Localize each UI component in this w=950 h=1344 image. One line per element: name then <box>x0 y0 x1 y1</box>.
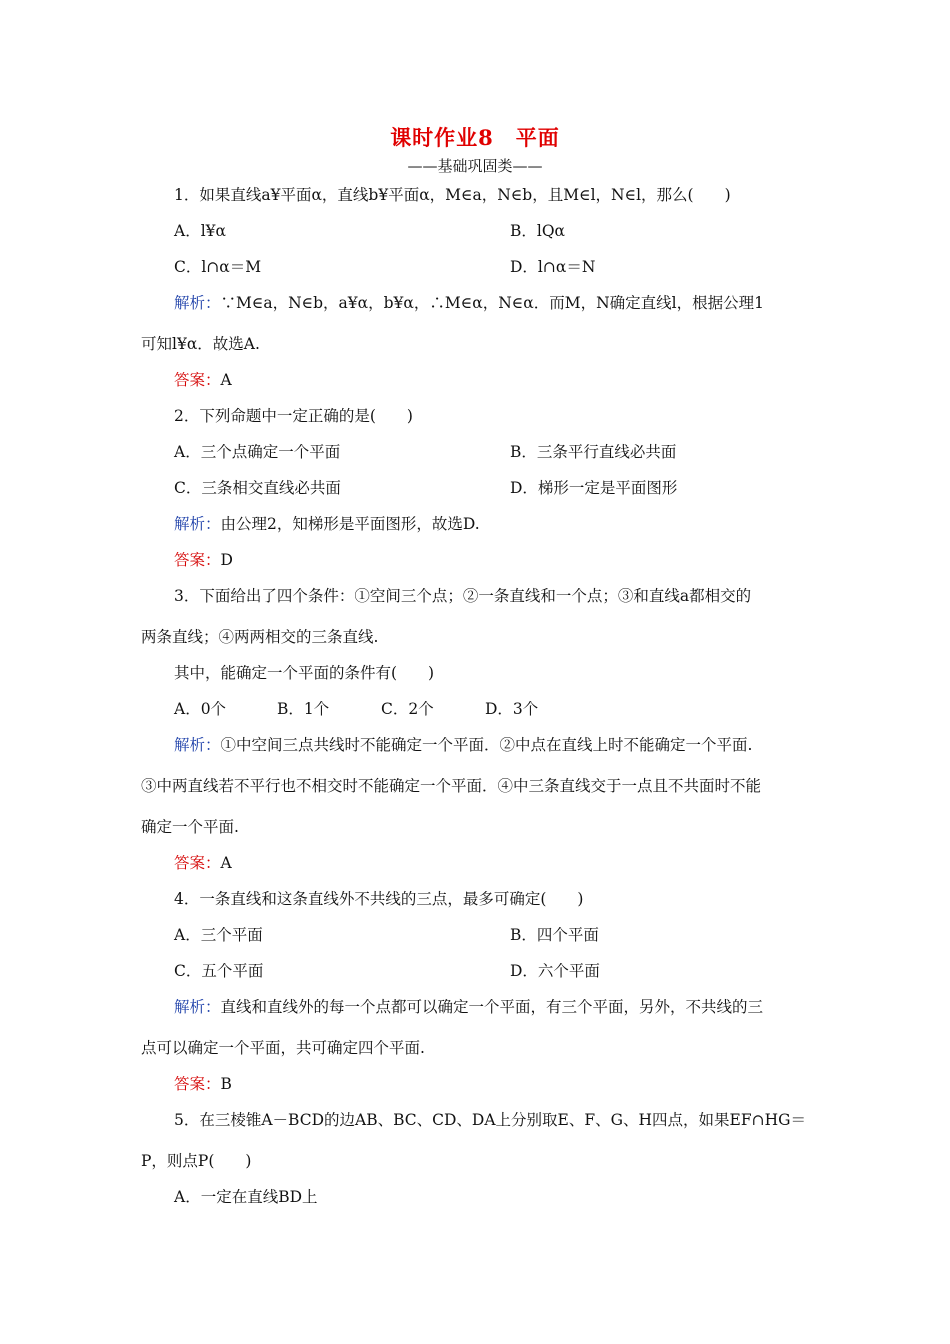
question-1-option-d: D．l∩α＝N <box>510 258 596 276</box>
question-3-stem: 3．下面给出了四个条件：①空间三个点；②一条直线和一个点；③和直线a都相交的 <box>174 587 752 605</box>
answer-value: D <box>220 551 233 569</box>
answer-value: B <box>220 1075 232 1093</box>
question-1-analysis-cont: 可知l¥α．故选A. <box>141 335 260 353</box>
question-3-option-b: B．1个 <box>277 700 330 718</box>
answer-label: 答案： <box>174 371 221 389</box>
question-1-option-c: C．l∩α＝M <box>174 258 262 276</box>
question-3-option-c: C．2个 <box>381 700 434 718</box>
question-5-stem: 5．在三棱锥A－BCD的边AB、BC、CD、DA上分别取E、F、G、H四点，如果EF∩HG＝ <box>174 1111 806 1129</box>
question-1-option-b: B．lQα <box>510 222 566 240</box>
question-5-stem-cont: P，则点P( ) <box>141 1152 252 1170</box>
analysis-text: ①中空间三点共线时不能确定一个平面．②中点在直线上时不能确定一个平面. <box>220 736 753 754</box>
question-4-analysis-cont: 点可以确定一个平面，共可确定四个平面. <box>141 1039 425 1057</box>
answer-value: A <box>220 371 232 389</box>
answer-label: 答案： <box>174 1075 221 1093</box>
answer-value: A <box>220 854 232 872</box>
question-2-option-a: A．三个点确定一个平面 <box>174 443 341 461</box>
analysis-label: 解析： <box>174 515 221 533</box>
section-subtitle: ——基础巩固类—— <box>407 157 543 175</box>
question-3-stem-cont: 两条直线；④两两相交的三条直线. <box>141 628 379 646</box>
question-2-option-b: B．三条平行直线必共面 <box>510 443 677 461</box>
question-2-analysis <box>174 514 480 534</box>
question-1-answer <box>174 370 232 390</box>
page-title: 课时作业8 平面 <box>390 125 560 150</box>
question-3-stem-question: 其中，能确定一个平面的条件有( ) <box>174 664 435 682</box>
analysis-text: 直线和直线外的每一个点都可以确定一个平面，有三个平面，另外，不共线的三 <box>220 998 764 1016</box>
analysis-text: ∵M∈a，N∈b，a¥α，b¥α，∴M∈α，N∈α．而M，N确定直线l，根据公理1 <box>220 294 764 312</box>
question-1-stem: 1．如果直线a¥平面α，直线b¥平面α，M∈a，N∈b，且M∈l，N∈l，那么( ) <box>174 186 731 204</box>
analysis-text: 由公理2，知梯形是平面图形，故选D. <box>220 515 480 533</box>
question-1-analysis <box>174 293 764 313</box>
question-4-answer <box>174 1074 232 1094</box>
question-3-answer <box>174 853 232 873</box>
analysis-label: 解析： <box>174 736 221 754</box>
question-3-analysis-cont-2: 确定一个平面. <box>141 818 239 836</box>
question-4-stem: 4．一条直线和这条直线外不共线的三点，最多可确定( ) <box>174 890 584 908</box>
question-4-option-d: D．六个平面 <box>510 962 600 980</box>
question-3-analysis <box>174 735 752 755</box>
question-3-option-d: D．3个 <box>485 700 539 718</box>
question-2-option-c: C．三条相交直线必共面 <box>174 479 341 497</box>
question-2-answer <box>174 550 233 570</box>
question-3-option-a: A．0个 <box>174 700 227 718</box>
question-1-option-a: A．l¥α <box>174 222 226 240</box>
question-5-option-a: A．一定在直线BD上 <box>174 1188 318 1206</box>
question-4-option-a: A．三个平面 <box>174 926 263 944</box>
analysis-label: 解析： <box>174 998 221 1016</box>
answer-label: 答案： <box>174 854 221 872</box>
answer-label: 答案： <box>174 551 221 569</box>
question-2-option-d: D．梯形一定是平面图形 <box>510 479 678 497</box>
question-4-option-c: C．五个平面 <box>174 962 264 980</box>
analysis-label: 解析： <box>174 294 221 312</box>
question-4-option-b: B．四个平面 <box>510 926 599 944</box>
question-3-analysis-cont: ③中两直线若不平行也不相交时不能确定一个平面．④中三条直线交于一点且不共面时不能 <box>141 777 762 795</box>
question-4-analysis <box>174 997 763 1017</box>
question-2-stem: 2．下列命题中一定正确的是( ) <box>174 407 413 425</box>
